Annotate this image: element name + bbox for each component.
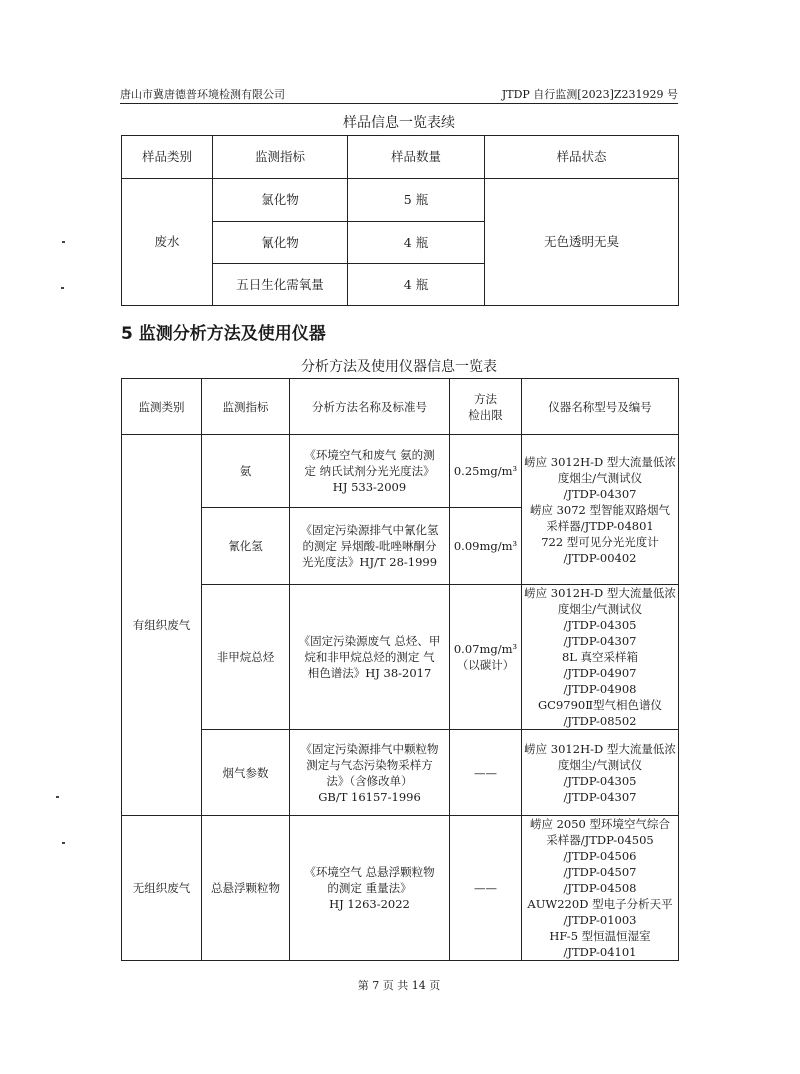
- method-line: 光光度法》HJ/T 28-1999: [301, 555, 438, 569]
- method-line: GB/T 16157-1996: [318, 789, 421, 804]
- instrument-line: 崂应 3012H-D 型大流量低浓: [524, 454, 676, 469]
- quantity-cell: 4 瓶: [348, 222, 485, 264]
- indicator-cell: 总悬浮颗粒物: [202, 816, 290, 961]
- instrument-line: 度烟尘/气测试仪: [557, 602, 643, 616]
- method-cell: [290, 816, 450, 961]
- method-line: 测定与气态污染物采样方: [306, 757, 433, 772]
- instrument-cell: [522, 435, 679, 585]
- method-cell: [290, 435, 450, 508]
- method-line: 法》（含修改单）: [326, 773, 413, 788]
- instrument-line: /JTDP-04101: [563, 945, 637, 959]
- header-cell: 监测类别: [122, 379, 202, 435]
- instrument-line: /JTDP-04508: [563, 881, 637, 895]
- header-cell: 样品数量: [348, 136, 485, 179]
- instrument-cell: [522, 585, 679, 730]
- instrument-line: 722 型可见分光光度计: [541, 534, 659, 549]
- method-instrument-table: [121, 378, 679, 961]
- instrument-line: /JTDP-00402: [563, 550, 637, 565]
- limit-header-line: 方法: [474, 391, 497, 406]
- instrument-line: 采样器/JTDP-04801: [546, 518, 654, 533]
- instrument-line: 崂应 2050 型环境空气综合: [529, 817, 671, 831]
- scan-speck: [62, 842, 65, 844]
- method-cell: [290, 585, 450, 730]
- instrument-line: 采样器/JTDP-04505: [546, 833, 654, 847]
- quantity-cell: 5 瓶: [348, 179, 485, 222]
- limit-cell: [450, 585, 522, 730]
- table-row: [122, 435, 679, 508]
- instrument-line: /JTDP-04307: [563, 486, 637, 501]
- indicator-cell: 氨: [202, 435, 290, 508]
- table-header-row: [122, 379, 679, 435]
- sample-category-cell: 废水: [122, 179, 213, 306]
- scan-speck: [56, 796, 59, 798]
- instrument-line: /JTDP-04305: [563, 773, 637, 788]
- instrument-cell: [522, 730, 679, 816]
- instrument-line: /JTDP-04307: [563, 789, 637, 804]
- sample-table-caption: 样品信息一览表续: [343, 115, 455, 131]
- method-line: 《固定污染源废气 总烃、甲: [298, 634, 441, 648]
- method-line: 《固定污染源排气中氰化氢: [300, 523, 439, 537]
- instrument-line: /JTDP-04305: [563, 618, 637, 632]
- section-heading: 5 监测分析方法及使用仪器: [121, 324, 326, 344]
- limit-line: （以碳计）: [456, 658, 515, 672]
- table-row: [122, 816, 679, 961]
- instrument-line: /JTDP-04307: [563, 634, 637, 648]
- category-cell: 无组织废气: [122, 816, 202, 961]
- instrument-line: /JTDP-04907: [563, 666, 637, 680]
- scan-speck: [61, 287, 64, 289]
- header-cell: 样品类别: [122, 136, 213, 179]
- instrument-line: /JTDP-08502: [563, 714, 637, 728]
- table-row: [122, 730, 679, 816]
- instrument-line: GC9790Ⅱ型气相色谱仪: [537, 698, 663, 712]
- indicator-cell: 烟气参数: [202, 730, 290, 816]
- table-row: [122, 179, 679, 222]
- instrument-line: /JTDP-01003: [563, 913, 637, 927]
- instrument-line: AUW220D 型电子分析天平: [527, 897, 673, 911]
- table-row: [122, 585, 679, 730]
- instrument-line: 崂应 3012H-D 型大流量低浓: [524, 586, 676, 600]
- header-cell: 仪器名称型号及编号: [522, 379, 679, 435]
- method-line: 《环境空气 总悬浮颗粒物: [304, 865, 435, 879]
- indicator-cell: 氰化氢: [202, 508, 290, 585]
- indicator-cell: 非甲烷总烃: [202, 585, 290, 730]
- limit-cell: 0.25mg/m³: [450, 435, 522, 508]
- method-line: 的测定 重量法》: [327, 881, 412, 895]
- method-line: 烷和非甲烷总烃的测定 气: [304, 650, 435, 664]
- method-line: HJ 1263-2022: [329, 897, 410, 911]
- header-cell: [450, 379, 522, 435]
- instrument-line: /JTDP-04507: [563, 865, 637, 879]
- method-line: 《固定污染源排气中颗粒物: [300, 741, 439, 756]
- header-cell: 监测指标: [202, 379, 290, 435]
- indicator-cell: 氯化物: [213, 179, 348, 222]
- limit-header-line: 检出限: [468, 407, 503, 422]
- sample-state-cell: 无色透明无臭: [485, 179, 679, 306]
- method-line: 定 纳氏试剂分光光度法》: [304, 464, 435, 478]
- sample-info-table: [121, 135, 679, 306]
- quantity-cell: 4 瓶: [348, 264, 485, 306]
- limit-cell: 0.09mg/m³: [450, 508, 522, 585]
- limit-cell: ——: [450, 730, 522, 816]
- header-cell: 样品状态: [485, 136, 679, 179]
- method-line: 的测定 异烟酸-吡唑啉酮分: [302, 539, 437, 553]
- company-name: 唐山市冀唐德普环境检测有限公司: [120, 88, 285, 101]
- header-cell: 监测指标: [213, 136, 348, 179]
- category-cell: 有组织废气: [122, 435, 202, 816]
- report-number: JTDP 自行监测[2023]Z231929 号: [501, 88, 678, 101]
- method-table-caption: 分析方法及使用仪器信息一览表: [301, 359, 497, 375]
- instrument-line: 崂应 3072 型智能双路烟气: [529, 502, 671, 517]
- limit-line: 0.07mg/m³: [453, 642, 518, 656]
- method-line: HJ 533-2009: [332, 480, 407, 494]
- page-header: [120, 86, 678, 102]
- indicator-cell: 氰化物: [213, 222, 348, 264]
- limit-cell: ——: [450, 816, 522, 961]
- header-cell: 分析方法名称及标准号: [290, 379, 450, 435]
- header-divider: [120, 103, 678, 104]
- instrument-line: 度烟尘/气测试仪: [557, 470, 643, 485]
- instrument-line: 8L 真空采样箱: [561, 650, 639, 664]
- scan-speck: [62, 241, 65, 243]
- instrument-line: 度烟尘/气测试仪: [557, 757, 643, 772]
- method-cell: [290, 508, 450, 585]
- instrument-line: /JTDP-04506: [563, 849, 637, 863]
- instrument-cell: [522, 816, 679, 961]
- instrument-line: /JTDP-04908: [563, 682, 637, 696]
- method-cell: [290, 730, 450, 816]
- method-line: 相色谱法》HJ 38-2017: [307, 666, 432, 680]
- instrument-line: 崂应 3012H-D 型大流量低浓: [524, 741, 676, 756]
- page-footer: 第 7 页 共 14 页: [357, 979, 441, 992]
- method-line: 《环境空气和废气 氨的测: [304, 448, 435, 462]
- table-header-row: [122, 136, 679, 179]
- instrument-line: HF-5 型恒温恒湿室: [549, 929, 651, 943]
- indicator-cell: 五日生化需氧量: [213, 264, 348, 306]
